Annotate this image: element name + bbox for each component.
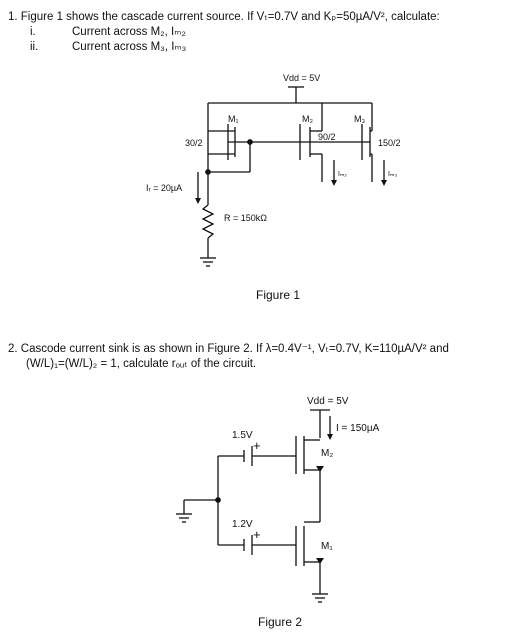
fig1-im3-label: Iₘ₃	[388, 171, 398, 178]
fig2-battery-1-label: 1.5V	[232, 430, 253, 441]
fig1-vdd-label: Vdd = 5V	[283, 73, 321, 83]
fig2-battery-1-plus: +	[253, 438, 261, 453]
fig1-im2-label: Iₘ₂	[338, 171, 348, 178]
figure-1-caption: Figure 1	[256, 288, 301, 302]
figure-2-caption: Figure 2	[258, 615, 303, 629]
fig2-battery-2-label: 1.2V	[232, 519, 253, 530]
q1-item-1-text: Current across M₂, Iₘ₂	[72, 26, 186, 38]
fig1-ratio-m1: 30/2	[185, 138, 203, 148]
q1-item-2-text: Current across M₃, Iₘ₃	[72, 41, 187, 53]
fig1-m3-label: M₃	[354, 114, 366, 124]
fig1-m2-label: M₂	[302, 114, 313, 124]
fig1-ratio-m3: 150/2	[378, 138, 401, 148]
fig2-vdd-label: Vdd = 5V	[307, 396, 349, 407]
fig1-m1-label: M₁	[228, 114, 239, 124]
fig2-m1-label: M₁	[321, 541, 333, 552]
fig1-ratio-m2: 90/2	[318, 132, 336, 142]
fig2-m2-label: M₂	[321, 448, 334, 459]
fig1-iref-label: Iᵣ = 20µA	[146, 183, 183, 193]
fig2-current-label: I = 150µA	[336, 423, 380, 434]
question-2-line-2: (W/L)₁=(W/L)₂ = 1, calculate rₒᵤₜ of the circuit.	[26, 358, 257, 370]
question-1-title: 1. Figure 1 shows the cascade current source. If Vₜ=0.7V and Kₚ=50µA/V², calculate:	[8, 11, 440, 23]
question-2-line-1: 2. Cascode current sink is as shown in Figure 2. If λ=0.4V⁻¹, Vₜ=0.7V, K=110µA/V² and	[8, 343, 449, 355]
fig1-resistor-label: R = 150kΩ	[224, 213, 268, 223]
fig2-battery-2-plus: +	[253, 527, 261, 542]
q1-item-2-num: ii.	[30, 41, 39, 53]
q1-item-1-num: i.	[30, 26, 36, 38]
